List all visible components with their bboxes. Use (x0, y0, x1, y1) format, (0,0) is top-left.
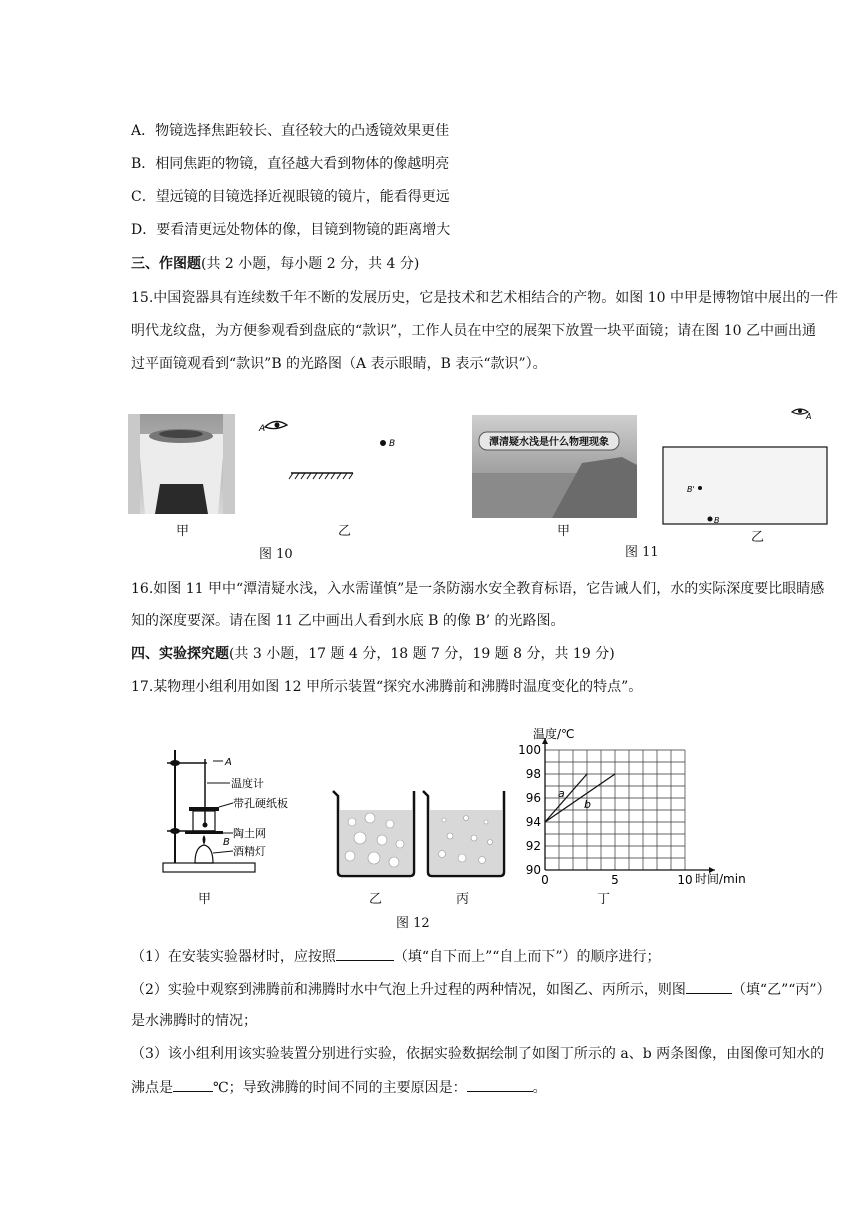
fig12-temperature-chart (515, 722, 760, 887)
fig11-point-b-prime: B' (687, 485, 695, 494)
answer-blank-3[interactable] (173, 1077, 213, 1092)
fig12-thermometer-label: 温度计 (231, 777, 264, 790)
q17-part-2-line-2: 是水沸腾时的情况； (131, 1013, 257, 1029)
q17-part-3-end: 。 (532, 1080, 547, 1096)
section-3-heading (131, 254, 419, 274)
fig10-point-a: A (259, 424, 266, 434)
q17-part-2-prefix: （2）实验中观察到沸腾前和沸腾时水中气泡上升过程的两种情况，如图乙、丙所示，则图 (131, 982, 686, 998)
y-tick-label: 90 (525, 863, 541, 877)
x-tick-label: 0 (541, 873, 549, 887)
q15-line-3: 过平面镜观看到“款识”B 的光路图（A 表示眼睛，B 表示“款识”）。 (131, 356, 547, 372)
fig10-caption: 图 10 (259, 547, 293, 562)
x-tick-label: 10 (677, 873, 693, 887)
option-d: D．要看清更远处物体的像，目镜到物镜的距离增大 (131, 222, 451, 238)
option-a: A．物镜选择焦距较长、直径较大的凸透镜效果更佳 (131, 123, 450, 139)
stand-base (163, 863, 255, 872)
y-tick-label: 98 (525, 767, 541, 781)
fig12-label-bing: 丙 (456, 892, 470, 907)
q17-part-3-middle: ℃；导致沸腾的时间不同的主要原因是： (213, 1080, 467, 1096)
fig10-label-jia: 甲 (176, 524, 190, 539)
answer-blank-1[interactable] (336, 946, 394, 961)
q17-part-2 (131, 979, 831, 1000)
q17-part-1-prefix: （1）在安装实验器材时，应按照 (131, 949, 336, 965)
fig12-cardboard-label: 带孔硬纸板 (233, 797, 288, 810)
section-4-title: 四、实验探究题 (131, 646, 229, 662)
x-tick-label: 5 (611, 873, 619, 887)
alcohol-lamp (195, 845, 213, 863)
fig11-point-a: A (806, 412, 812, 421)
q15-line-2: 明代龙纹盘，为方便参观看到盘底的“款识”，工作人员在中空的展架下放置一块平面镜；请在图 10 乙中画出通 (131, 323, 817, 339)
section-3-note: (共 2 小题，每小题 2 分，共 4 分) (201, 256, 420, 272)
beaker-small (193, 811, 215, 831)
y-tick-label: 94 (525, 815, 541, 829)
chart-grid (545, 750, 685, 870)
fig11-water-diagram (660, 402, 830, 527)
q16-line-2: 知的深度要深。请在图 11 乙中画出人看到水底 B 的像 B’ 的光路图。 (131, 613, 565, 629)
q16-line-1: 16.如图 11 甲中“潭清疑水浅，入水需谨慎”是一条防溺水安全教育标语，它告诫人们，水的实际深度要比眼睛感 (131, 581, 825, 597)
q17-intro: 17.某物理小组利用如图 12 甲所示装置“探究水沸腾前和沸腾时温度变化的特点”。 (131, 679, 643, 695)
option-b: B．相同焦距的物镜，直径越大看到物体的像越明亮 (131, 156, 450, 172)
chart-y-axis-label: 温度/℃ (533, 727, 575, 741)
q17-part-3-line-2 (131, 1077, 547, 1098)
y-tick-label: 92 (525, 839, 541, 853)
fig11-point-b: B (714, 516, 720, 525)
fig12-label-jia: 甲 (198, 892, 212, 907)
y-tick-label: 100 (518, 743, 541, 757)
fig11-lake-photo (472, 415, 637, 518)
fig12-beaker-bing (420, 788, 510, 878)
chart-x-axis-label: 时间/min (695, 872, 746, 886)
gauze (185, 831, 223, 834)
fig10-mirror-diagram (255, 415, 396, 495)
answer-blank-2[interactable] (686, 979, 732, 994)
fig12-label-ding: 丁 (597, 892, 611, 907)
fig11-banner-text: 潭清疑水浅是什么物理现象 (489, 437, 609, 448)
section-3-title: 三、作图题 (131, 256, 201, 272)
fig10-plate-photo (128, 414, 235, 514)
fig12-point-a: A (225, 757, 232, 768)
series-label-b: b (584, 798, 591, 811)
q15-line-1: 15.中国瓷器具有连续数千年不断的发展历史，它是技术和艺术相结合的产物。如图 10 中甲是博物馆中展出的一件 (131, 290, 838, 306)
section-4-note: (共 3 小题，17 题 4 分，18 题 7 分，19 题 8 分，共 19 分) (229, 646, 615, 662)
series-label-a: a (558, 787, 565, 800)
fig12-apparatus (155, 745, 325, 880)
answer-blank-4[interactable] (467, 1077, 533, 1092)
fig11-label-yi: 乙 (751, 530, 765, 545)
fig12-label-yi: 乙 (369, 892, 383, 907)
q17-part-1-suffix: （填“自下而上”“自上而下”）的顺序进行； (393, 949, 661, 965)
eye-icon (265, 421, 287, 428)
fig10-label-yi: 乙 (338, 524, 352, 539)
fig12-lamp-label: 酒精灯 (233, 845, 266, 858)
fig12-caption: 图 12 (396, 916, 430, 931)
q17-part-3-line-1: （3）该小组利用该实验装置分别进行实验，依据实验数据绘制了如图丁所示的 a、b 两条图像，由图像可知水的 (131, 1046, 825, 1062)
q17-part-3-prefix: 沸点是 (131, 1080, 173, 1096)
fig12-beaker-yi (330, 788, 420, 878)
section-4-heading (131, 644, 615, 664)
fig10-point-b: B (389, 439, 396, 449)
fig12-point-b: B (223, 837, 230, 848)
q17-part-1 (131, 946, 661, 967)
chart-ticks (518, 743, 693, 887)
fig11-caption: 图 11 (625, 545, 659, 560)
y-tick-label: 96 (525, 791, 541, 805)
fig11-label-jia: 甲 (557, 524, 571, 539)
q17-part-2-suffix: （填“乙”“丙”） (731, 982, 831, 998)
fig12-gauze-label: 陶土网 (233, 827, 266, 840)
option-c: C．望远镜的目镜选择近视眼镜的镜片，能看得更远 (131, 189, 450, 205)
